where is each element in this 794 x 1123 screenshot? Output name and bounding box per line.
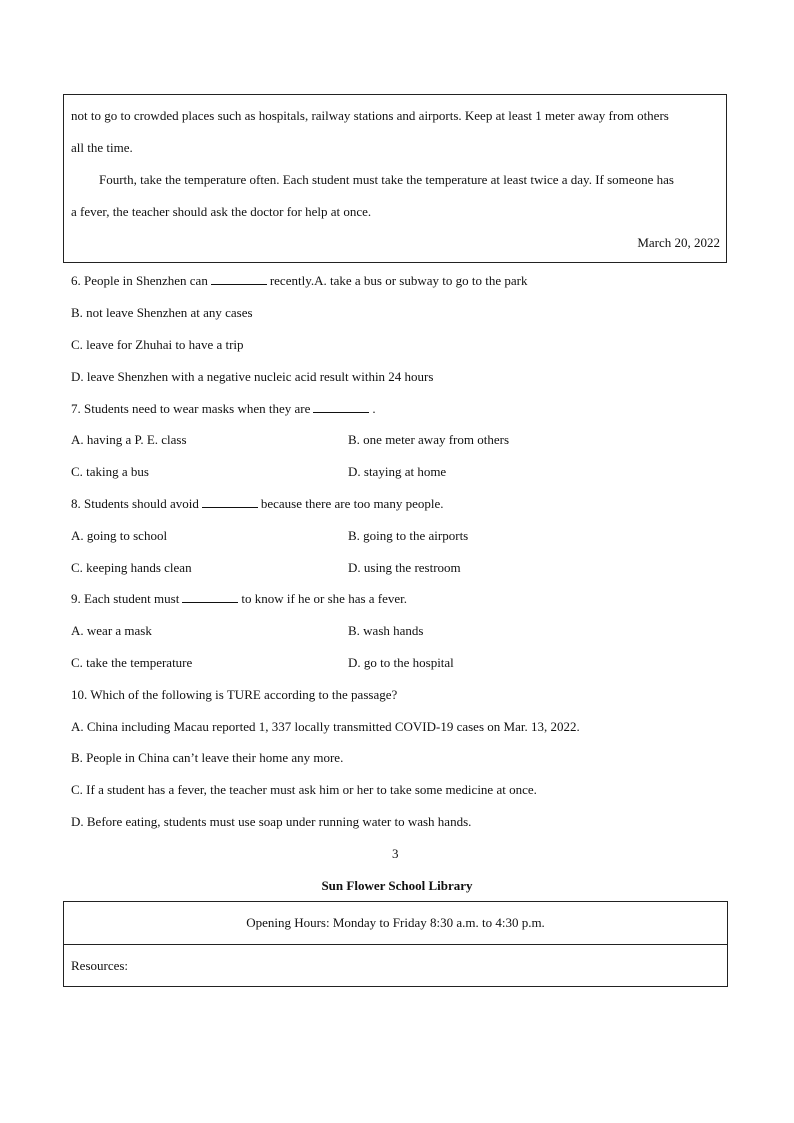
answer-blank xyxy=(211,273,267,285)
question-9-option-a: A. wear a mask xyxy=(71,623,152,638)
library-resources: Resources: xyxy=(71,958,129,973)
answer-blank xyxy=(182,591,238,603)
question-10-option-a: A. China including Macau reported 1, 337 locally transmitted COVID-19 cases on Mar. 13, 2022. xyxy=(71,719,580,734)
question-9-option-c: C. take the temperature xyxy=(71,655,193,670)
question-9-option-d: D. go to the hospital xyxy=(348,655,454,670)
question-9 xyxy=(71,591,407,607)
question-6 xyxy=(71,273,527,289)
question-8-stem-end: because there are too many people. xyxy=(260,496,444,511)
question-7-option-c: C. taking a bus xyxy=(71,464,149,479)
library-table xyxy=(63,901,728,987)
question-7 xyxy=(71,401,376,417)
question-8-stem: 8. Students should avoid xyxy=(71,496,199,511)
passage-line-2: all the time. xyxy=(71,140,133,155)
question-9-stem: 9. Each student must xyxy=(71,591,180,606)
passage-line-3: Fourth, take the temperature often. Each student must take the temperature at least twice a day. If someone has xyxy=(99,172,674,187)
question-7-stem-end: . xyxy=(372,401,376,416)
section-number: 3 xyxy=(392,846,399,861)
question-8-option-d: D. using the restroom xyxy=(348,560,461,575)
question-7-option-a: A. having a P. E. class xyxy=(71,432,187,447)
question-6-option-c: C. leave for Zhuhai to have a trip xyxy=(71,337,244,352)
question-6-stem: 6. People in Shenzhen can xyxy=(71,273,208,288)
question-6-option-b: B. not leave Shenzhen at any cases xyxy=(71,305,253,320)
question-10-stem: 10. Which of the following is TURE according to the passage? xyxy=(71,687,398,702)
question-8-option-b: B. going to the airports xyxy=(348,528,469,543)
question-7-stem: 7. Students need to wear masks when they are xyxy=(71,401,311,416)
question-8-option-c: C. keeping hands clean xyxy=(71,560,192,575)
library-title: Sun Flower School Library xyxy=(321,878,473,893)
question-8-option-a: A. going to school xyxy=(71,528,168,543)
question-9-stem-end: to know if he or she has a fever. xyxy=(241,591,408,606)
table-divider xyxy=(64,944,727,945)
question-10-option-d: D. Before eating, students must use soap under running water to wash hands. xyxy=(71,814,472,829)
question-10-option-b: B. People in China can’t leave their home any more. xyxy=(71,750,344,765)
question-8 xyxy=(71,496,443,512)
question-7-option-d: D. staying at home xyxy=(348,464,447,479)
question-6-option-a: recently.A. take a bus or subway to go to the park xyxy=(269,273,528,288)
question-7-option-b: B. one meter away from others xyxy=(348,432,510,447)
passage-line-1: not to go to crowded places such as hospitals, railway stations and airports. Keep at least 1 meter away from others xyxy=(71,108,669,123)
question-6-option-d: D. leave Shenzhen with a negative nucleic acid result within 24 hours xyxy=(71,369,434,384)
question-9-option-b: B. wash hands xyxy=(348,623,424,638)
question-10-option-c: C. If a student has a fever, the teacher must ask him or her to take some medicine at once. xyxy=(71,782,537,797)
passage-line-4: a fever, the teacher should ask the doctor for help at once. xyxy=(71,204,372,219)
passage-date: March 20, 2022 xyxy=(637,235,720,250)
library-hours: Opening Hours: Monday to Friday 8:30 a.m. to 4:30 p.m. xyxy=(246,915,545,930)
answer-blank xyxy=(313,401,369,413)
answer-blank xyxy=(202,496,258,508)
